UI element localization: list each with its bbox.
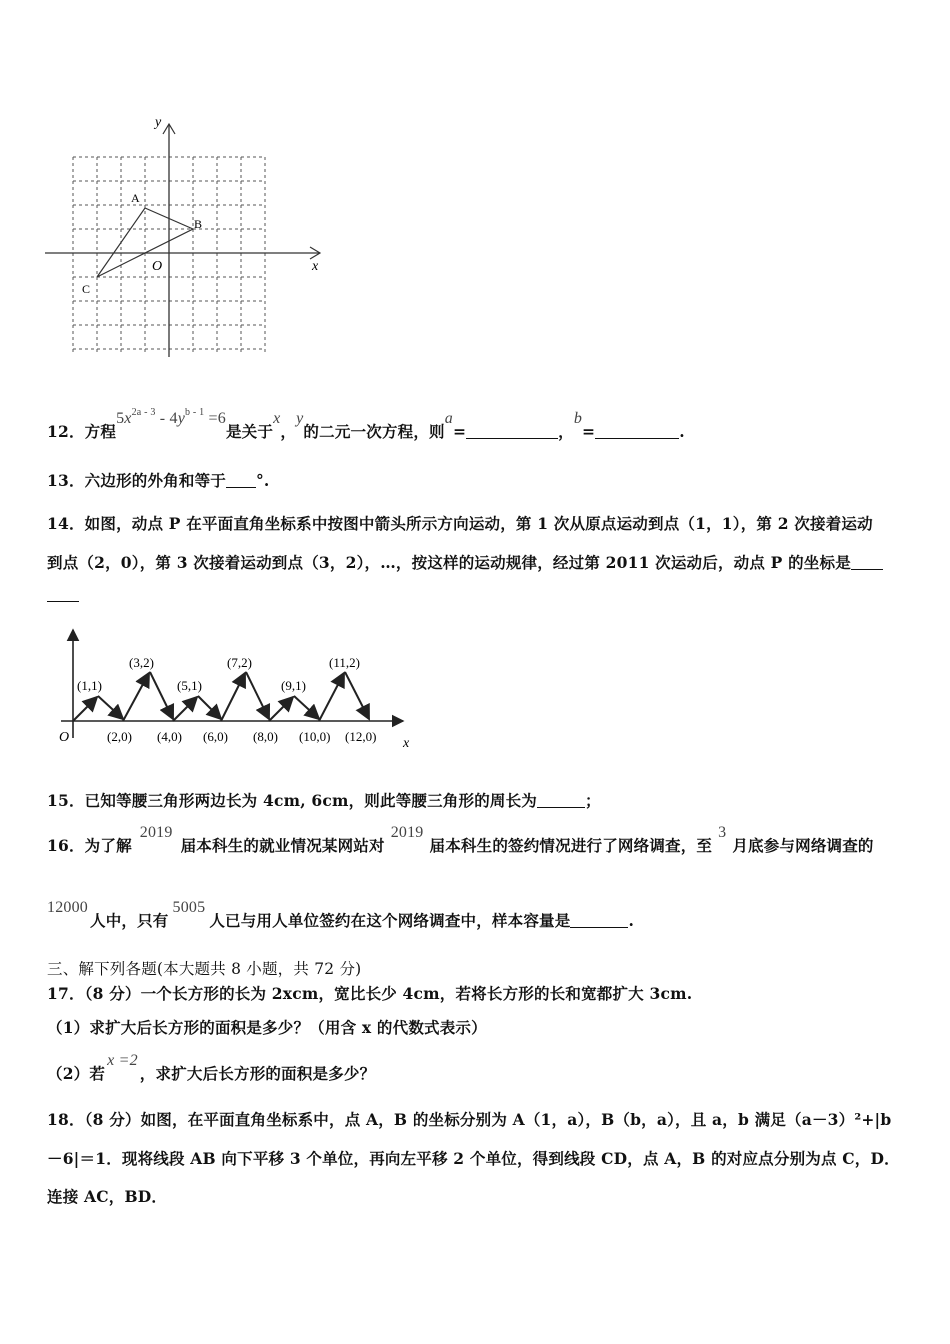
q16-t3: 月底参与网络调查的: [732, 836, 874, 855]
question-18-line3: 连接 AC，BD．: [47, 1187, 168, 1206]
q12-exp1: 2a - 3: [131, 407, 156, 418]
question-13: [47, 469, 270, 491]
peak-label: (5,1): [177, 678, 202, 693]
q14-line2-text: 到点（2，0），第 3 次接着运动到点（3，2），…，按这样的运动规律，经过第 2011 次运动后，动点 P 的坐标是: [47, 553, 851, 572]
q12-minus: - 4: [155, 410, 178, 427]
question-17-part1: （1）求扩大后长方形的面积是多少？（用含 x 的代数式表示）: [47, 1018, 487, 1037]
q16-t4: 人中，只有: [90, 911, 169, 930]
q15-end: ；: [585, 791, 601, 810]
q14-answer-blank-part2[interactable]: [47, 589, 79, 602]
q13-answer-blank[interactable]: [226, 473, 256, 488]
question-17-part2: [47, 1052, 376, 1084]
q17-p2-a: （2）若: [47, 1064, 106, 1083]
q12-text2: 的二元一次方程，则: [303, 422, 445, 441]
question-12: [47, 407, 685, 442]
base-label: (4,0): [157, 729, 182, 744]
question-18-line2: －6|＝1．现将线段 AB 向下平移 3 个单位，再向左平移 2 个单位，得到线段 CD，点 A，B 的对应点分别为点 C，D．: [47, 1149, 900, 1168]
q12-var2: y: [177, 410, 186, 427]
base-label: (12,0): [345, 729, 377, 744]
q16-t1: 届本科生的就业情况某网站对: [180, 836, 385, 855]
q16-num: 16．为了解: [47, 836, 132, 855]
q12-answer-blank-b[interactable]: [595, 424, 679, 439]
q13-text: 13．六边形的外角和等于: [47, 471, 226, 490]
q12-number: 12．方程: [47, 422, 117, 441]
q16-answer-blank[interactable]: [570, 913, 628, 928]
q16-count-total: 12000: [47, 899, 88, 916]
peak-label: (7,2): [227, 655, 252, 670]
question-16-line2: [47, 899, 635, 931]
q13-end: °.: [255, 471, 270, 490]
question-17-stem: 17．（8 分）一个长方形的长为 2xcm，宽比长少 4cm，若将长方形的长和宽都扩大 3cm.: [47, 984, 693, 1003]
q12-var1: x: [124, 410, 132, 427]
triangle-coordinate-figure: [40, 112, 330, 367]
zigzag-motion-figure: [55, 626, 415, 756]
q16-end: .: [628, 911, 635, 930]
q12-comma2: ，: [558, 422, 574, 441]
q15-text: 15．已知等腰三角形两边长为 4cm, 6cm，则此等腰三角形的周长为: [47, 791, 538, 810]
fig2-origin-label: O: [59, 730, 70, 745]
question-14-line1: 14．如图，动点 P 在平面直角坐标系中按图中箭头所示方向运动，第 1 次从原点运动到点（1，1），第 2 次接着运动: [47, 514, 873, 533]
x-axis-label: x: [312, 259, 319, 274]
y-axis-label: y: [155, 115, 162, 130]
section-3-heading: 三、解下列各题(本大题共 8 小题，共 72 分): [47, 960, 362, 978]
q12-var-y: y: [296, 410, 304, 427]
q17-p2-b: ，求扩大后长方形的面积是多少？: [139, 1064, 376, 1083]
q12-equation: [116, 407, 226, 427]
peak-label: (3,2): [129, 655, 154, 670]
q16-year-b: 2019: [390, 824, 424, 841]
q12-rhs: =6: [204, 410, 226, 427]
base-label: (10,0): [299, 729, 331, 744]
base-label: (6,0): [203, 729, 228, 744]
q12-var-b: b: [573, 410, 583, 427]
q15-answer-blank[interactable]: [537, 793, 585, 808]
q12-comma1: ，: [280, 422, 297, 441]
q12-answer-blank-a[interactable]: [466, 424, 558, 439]
peak-label: (11,2): [329, 655, 360, 670]
q14-answer-blank-part1[interactable]: [851, 555, 883, 570]
peak-label: (9,1): [281, 678, 306, 693]
q12-eq2: =: [582, 422, 596, 441]
question-18-line1: 18．（8 分）如图，在平面直角坐标系中，点 A，B 的坐标分别为 A（1，a），B（b，a），且 a，b 满足（a－3）²+|b: [47, 1110, 892, 1129]
question-14-line2: [47, 551, 883, 573]
q16-t2: 届本科生的签约情况进行了网络调查，至: [429, 836, 713, 855]
question-16-line1: [47, 824, 874, 856]
q12-end: .: [679, 422, 685, 441]
base-label: (2,0): [107, 729, 132, 744]
point-a-label: A: [131, 191, 140, 205]
q16-count-signed: 5005: [172, 899, 206, 916]
point-b-label: B: [194, 217, 203, 231]
base-label: (8,0): [253, 729, 278, 744]
point-c-label: C: [82, 282, 91, 296]
q17-p2-math: x =2: [107, 1052, 138, 1069]
q12-eq1: =: [452, 422, 467, 441]
origin-label: O: [152, 259, 163, 274]
motion-path: [73, 672, 369, 721]
peak-label: (1,1): [77, 678, 102, 693]
q16-year-a: 2019: [139, 824, 173, 841]
fig2-x-label: x: [403, 736, 410, 751]
q12-text1: 是关于: [225, 422, 274, 441]
q12-var-a: a: [444, 410, 453, 427]
q12-var-x: x: [273, 410, 281, 427]
q12-exp2: b - 1: [185, 407, 205, 418]
question-15: [47, 789, 601, 811]
q16-month: 3: [718, 824, 727, 841]
q16-t5: 人已与用人单位签约在这个网络调查中，样本容量是: [209, 911, 571, 930]
q12-coef1: 5: [116, 410, 125, 427]
